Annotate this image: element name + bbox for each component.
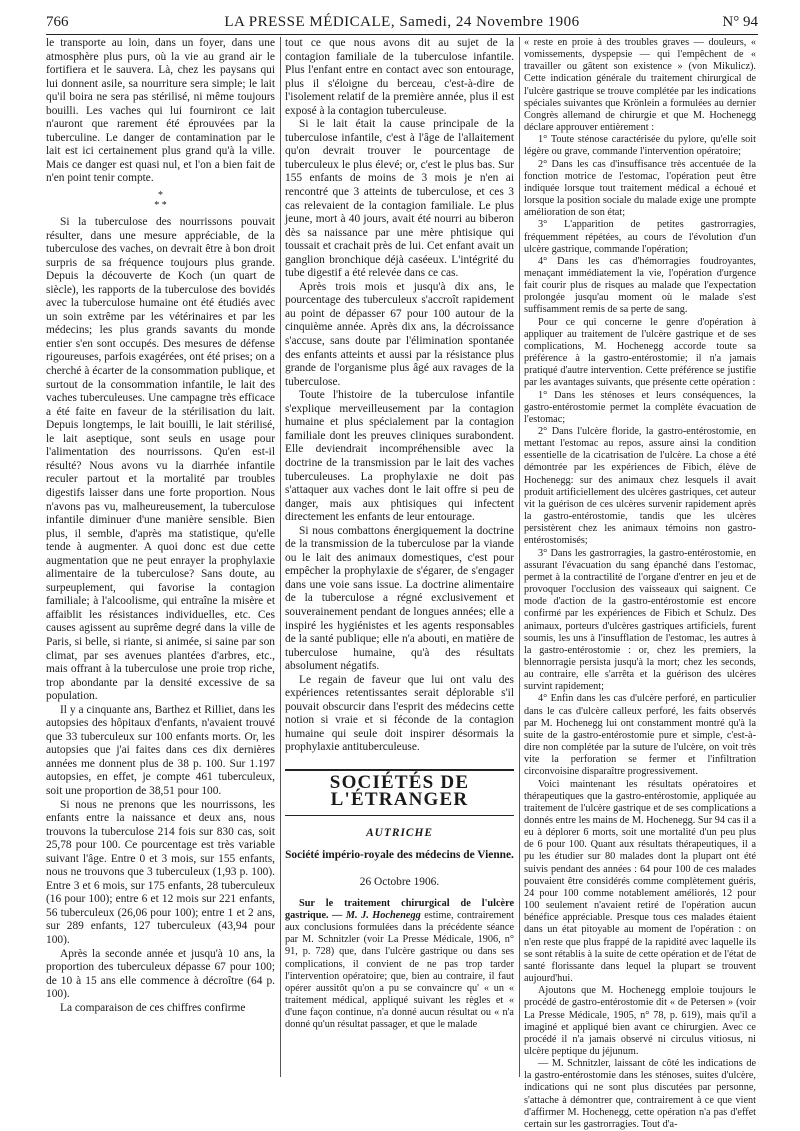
paragraph: Ajoutons que M. Hochenegg emploie toujours le procédé de gastro-entérostomie dit « de Petersen » (voir La Presse Médicale, 1905, n° 78, p. 619), mais qu'il a imaginé et appliqué bien avant ce chirurgien. Avec ce procédé il n'a jamais observé ni circulus vitiosus, ni ulcère peptique du jéjunum. [524,985,756,1057]
paragraph: Après la seconde année et jusqu'à 10 ans, la proportion des tuberculeux dépasse 67 pour 100; de 10 à 15 ans elle commence à décroître (64 p. 100). [46,947,275,1001]
paragraph: Si le lait était la cause principale de la tuberculose infantile, c'est à l'âge de l'allaitement qu'on devrait trouver le pourcentage de tuberculeux le plus élevé; or, c'est le plus bas. Sur 155 enfants de moins de 3 mois je n'en ai rencontré que 3 atteints de tuberculose, et ces 3 cas relevaient de la contagion familiale. Le plus jeune, mort à 40 jours, avait été nourri au biberon dès sa naissance par une mère phtisique qui toussait et crachait près de lui. Cet enfant avait un ganglion bronchique déjà caséeux. L'intégrité du tube digestif a été relevée dans ce cas. [285,118,514,280]
paragraph: 2° Dans les cas d'insuffisance très accentuée de la fonction motrice de l'estomac, l'opération peut être indiquée lorsque tout traitement médical a échoué et lorsque la position sociale du malade exige une prompte amélioration de son état; [524,158,756,219]
column-divider [280,37,281,1077]
report-paragraph [285,898,514,1032]
paragraph: Le regain de faveur que lui ont valu des expériences retentissantes serait déplorable s'il pouvait obscurcir dans l'esprit des médecins cette notion si vraie et si féconde de la contagion humaine qui seule doit inspirer désormais la prophylaxie antituberculeuse. [285,673,514,754]
paragraph: 3° L'apparition de petites gastrorragies, fréquemment répétées, au cours de l'évolution d'un ulcère gastrique, commande l'opération; [524,219,756,255]
report-author: — M. J. Hochenegg [332,909,421,921]
paragraph: Voici maintenant les résultats opératoires et thérapeutiques que la gastro-entérostomie, appliquée au traitement de l'ulcère gastrique et de ses complications a donnés entre les mains de M. Hochenegg. Sur 94 cas il a eu à déplorer 6 morts, soit une mortalité d'un peu plus de 6 pour 100. Quant aux résultats thérapeutiques, il a pu les étudier sur 80 malades dont la plupart ont été suivis pendant des années : 64 pour 100 de ces malades pouvaient être considérés comme complètement guéris, 24 pour 100 comme notablement améliorés, 12 pour 100 seulement n'avaient retiré de l'opération aucun bénéfice appréciable. Presque tous ces malades étaient dans un état pitoyable au moment de l'opération : on n'en reste que plus frappé de la rapidité avec laquelle ils se sont rétablis à la suite de cette opération et de l'état de santé florissante dans lequel la plupart se trouvent aujourd'hui. [524,778,756,985]
page-number: 766 [46,14,69,30]
paragraph: « reste en proie à des troubles graves — douleurs, « vomissements, dyspepsie — qui l'empêchent de « travailler ou gâtent son existence » (von Mikulicz). Cette indication générale du traitement chirurgical de l'ulcère gastrique se trouve complétée par les indications spéciales suivantes que Krönlein a formulées au dernier Congrès allemand de chirurgie et que M. Hochenegg déclare approuver entièrement : [524,37,756,134]
paragraph: Si la tuberculose des nourrissons pouvait résulter, dans une mesure appréciable, de la tuberculose des vaches, on devrait être à bon droit surpris de sa fréquence toujours plus grande. Depuis la découverte de Koch (un quart de siècle), les rapports de la tuberculose des bovidés avec la tuberculose humaine ont été étudiés avec un soin extrême par les vétérinaires et par les médecins; les plus grands savants du monde entier s'en sont occupés. Des mesures de défense rigoureuses, parfois exagérées, ont été prises; on a cherché à écarter de la consommation publique, et surtout de la consommation infantile, le lait des vaches tuberculeuses. Une campagne très efficace a été faite en faveur de la stérilisation du lait. Depuis longtemps, le lait bouilli, le lait stérilisé, le lait aseptique, sont seuls en usage pour l'alimentation des nourrissons. Qu'en est-il résulté? Nous avons vu la diarrhée infantile reculer partout et la mortalité par troubles digestifs laisser dans une forte proportion. Nous n'avons pas vu, malheureusement, la tuberculose infantile diminuer d'une manière sensible. Bien plus, il semble, d'après ma statistique, qu'elle tende à augmenter. A quoi donc est due cette augmentation que ne peut enrayer la prophylaxie alimentaire de la tuberculose? Sans doute, au surpeuplement, qui favorise la contagion familiale; à l'alcoolisme, qui entraîne la misère et affaiblit les résistances individuelles, etc. Ces causes agissent au suprême degré dans la ville de Paris, si belle, si riante, si animée, si saine par son climat, par ses avenues plantées d'arbres, etc., mais offrant à la tuberculose une proie trop riche, trop abondante par la densité excessive de sa population. [46,216,275,703]
journal-title: LA PRESSE MÉDICALE, Samedi, 24 Novembre 1906 [224,14,580,30]
paragraph: tout ce que nous avons dit au sujet de la contagion familiale de la tuberculose infantile. Plus l'enfant entre en contact avec son entourage, plus il s'éloigne du berceau, c'est-à-dire de l'isolement relatif de la première année, plus il est exposé à la contagion tuberculeuse. [285,37,514,117]
paragraph: 4° Dans les cas d'hémorragies foudroyantes, menaçant immédiatement la vie, l'opération d'urgence fait courir plus de risques au malade que l'expectation prolongée jusqu'au moment où le malade s'est suffisamment remis de sa perte de sang. [524,255,756,316]
paragraph: Toute l'histoire de la tuberculose infantile s'explique merveilleusement par la contagion humaine et plus spécialement par la contagion familiale dont les preuves cliniques surabondent. Elle deviendrait incompréhensible avec la doctrine de la transmission par le lait des vaches tuberculeuses. La prophylaxie ne doit pas s'attaquer aux vaches dont le lait offre si peu de danger, mais aux phtisiques qui infectent directement les enfants de leur entourage. [285,389,514,524]
section-heading-box [285,769,514,816]
report-text: estime, contrairement aux conclusions formulées dans la précédente séance par M. Schnitzler (voir La Presse Médicale, 1906, n° 91, p. 728) que, dans l'ulcère gastrique ou dans ses complications, il convient de ne pas trop tarder l'intervention opératoire; que, bien au contraire, il faut opérer aussitôt qu'on a pu se convaincre qu' « un « traitement médical, appliqué suivant les règles et « d'une façon continue, n'a donné aucun résultat ou « n'a donné qu'un résultat passager, et que le malade [285,909,514,1031]
paragraph: — M. Schnitzler, laissant de côté les indications de la gastro-entérostomie dans les sténoses, suites d'ulcère, indications qui ne sont plus discutées par personne, s'attache à démontrer que, contrairement à ce que vient d'affirmer M. Hochenegg, cette opération n'a pas d'effet certain sur les gastrorragies. Tout d'a- [524,1058,756,1130]
paragraph: Si nous ne prenons que les nourrissons, les enfants entre la naissance et deux ans, nous trouvons la tuberculose 214 fois sur 830 cas, soit 25,78 pour 100. Ce pourcentage est très variable suivant l'âge. Entre 0 et 3 mois, sur 155 enfants, nous ne trouvons que 3 tuberculeux (1,93 p. 100). Entre 3 et 6 mois, sur 175 enfants, 28 tuberculeux (16 pour 100); entre 6 et 12 mois sur 221 enfants, 56 tuberculeux (26,06 pour 100); entre 1 et 2 ans, sur 289 enfants, 127 tuberculeux (43,94 pour 100). [46,798,275,946]
page-header [46,8,758,34]
country-heading: AUTRICHE [366,827,433,840]
society-heading: Société império-royale des médecins de Vienne. [285,848,514,861]
paragraph: 4° Enfin dans les cas d'ulcère perforé, en particulier dans le cas d'ulcère calleux perforé, les faits observés par M. Hochenegg lui ont constamment montré qu'à la suite de la gastro-entérostomie pure et simple, c'est-à-dire non complétée par la suture de l'ulcère, on voit très vite la perforation se fermer et l'infiltration circonvoisine disparaître progressivement. [524,693,756,778]
header-rule [46,34,758,35]
column-3 [524,37,756,1131]
column-divider [519,37,520,1077]
column-2 [285,37,514,1031]
paragraph: 1° Toute sténose caractérisée du pylore, qu'elle soit légère ou grave, commande l'intervention opératoire; [524,134,756,158]
paragraph: La comparaison de ces chiffres confirme [60,1001,246,1014]
section-title: SOCIÉTÉS DE L'ÉTRANGER [329,771,470,810]
separator-stars: * * * [154,190,167,212]
paragraph: Il y a cinquante ans, Barthez et Rilliet, dans les autopsies des hôpitaux d'enfants, n'avaient trouvé que 33 tuberculeux sur 100 enfants morts. Or, les autopsies que j'ai faites dans ces dix dernières années me donnent plus de 38 p. 100. Sur 1.197 autopsies, en effet, je compte 461 tuberculeux, soit une proportion de 38,51 pour 100. [46,703,275,797]
paragraph: Si nous combattons énergiquement la doctrine de la transmission de la tuberculose par la viande ou le lait des animaux domestiques, c'est pour empêcher la prophylaxie de s'égarer, de s'engager dans une voie sans issue. La doctrine alimentaire de la tuberculose a régné exclusivement et souverainement pendant de longues années; elle a inspiré les hygiénistes et les agents responsables de la santé publique; elle n'a abouti, en matière de tuberculose humaine, qu'à des résultats absolument négatifs. [285,524,514,673]
paragraph: le transporte au loin, dans un foyer, dans une atmosphère plus purs, où la vie au grand air le fortifiera et le sauvera. Là, chez les paysans qui lui donnent asile, sa nourriture sera simple; le lait qu'il boira ne sera pas stérilisé, ni même toujours bouilli. Les vaches qui lui fourniront ce lait n'auront que rarement été éprouvées par la tuberculine. Le danger de contamination par le lait est ici certainement plus grand qu'à la ville. Mais ce danger est quasi nul, et l'on a bien fait de n'en point tenir compte. [46,37,275,185]
paragraph: 1° Dans les sténoses et leurs conséquences, la gastro-entérostomie permet la complète évacuation de l'estomac; [524,389,756,425]
paragraph: 2° Dans l'ulcère floride, la gastro-entérostomie, en mettant l'estomac au repos, assure ainsi la condition essentielle de la cicatrisation de l'ulcère. La chose a été démontrée par les expériences de Fibich, élève de Hochenegg: sur des animaux chez lesquels il avait produit artificiellement des ulcères gastriques, cet auteur vit la guérison de ces ulcères survenir rapidement après la gastro-entérostomie, tandis que les ulcères persistèrent chez les animaux témoins non gastro-entérostomisés; [524,426,756,547]
paragraph: Pour ce qui concerne le genre d'opération à appliquer au traitement de l'ulcère gastrique et de ses complications, M. Hochenegg accorde toute sa préférence à la gastro-entérostomie; il n'a jamais pratiqué d'autre intervention. Cette préférence se justifie par les avantages suivants, que présente cette opération : [524,316,756,389]
column-1 [46,37,275,1015]
issue-number: N° 94 [722,14,758,30]
paragraph: 3° Dans les gastrorragies, la gastro-entérostomie, en assurant l'évacuation du sang épanché dans l'estomac, permet à la contractilité de l'organe d'entrer en jeu et de provoquer l'occlusion des vaisseaux qui saignent. Ce mode d'action de la gastro-entérostomie est encore confirmé par les expériences de Fibich et Schulz. Des animaux, porteurs d'ulcères gastriques artificiels, furent soumis, les uns à l'insufflation de l'estomac, les autres à la gastro-entérostomie : or, chez les premiers, la blennorragie persista jusqu'à la mort; chez les seconds, au contraire, elle s'arrêta et la guérison des ulcères survint rapidement; [524,547,756,693]
session-date: 26 Octobre 1906. [359,876,440,889]
report-title: Sur le traitement chirurgical de l'ulcère gastrique. [285,897,514,921]
paragraph: Après trois mois et jusqu'à dix ans, le pourcentage des tuberculeux s'accroît rapidement au point de dépasser 67 pour 100 autour de la cinquième année. Après dix ans, la décroissance s'accuse, sans doute par l'élimination spontanée des enfants atteints et aussi par la résistance plus grande de l'organisme plus âgé aux ravages de la tuberculose. [285,280,514,388]
